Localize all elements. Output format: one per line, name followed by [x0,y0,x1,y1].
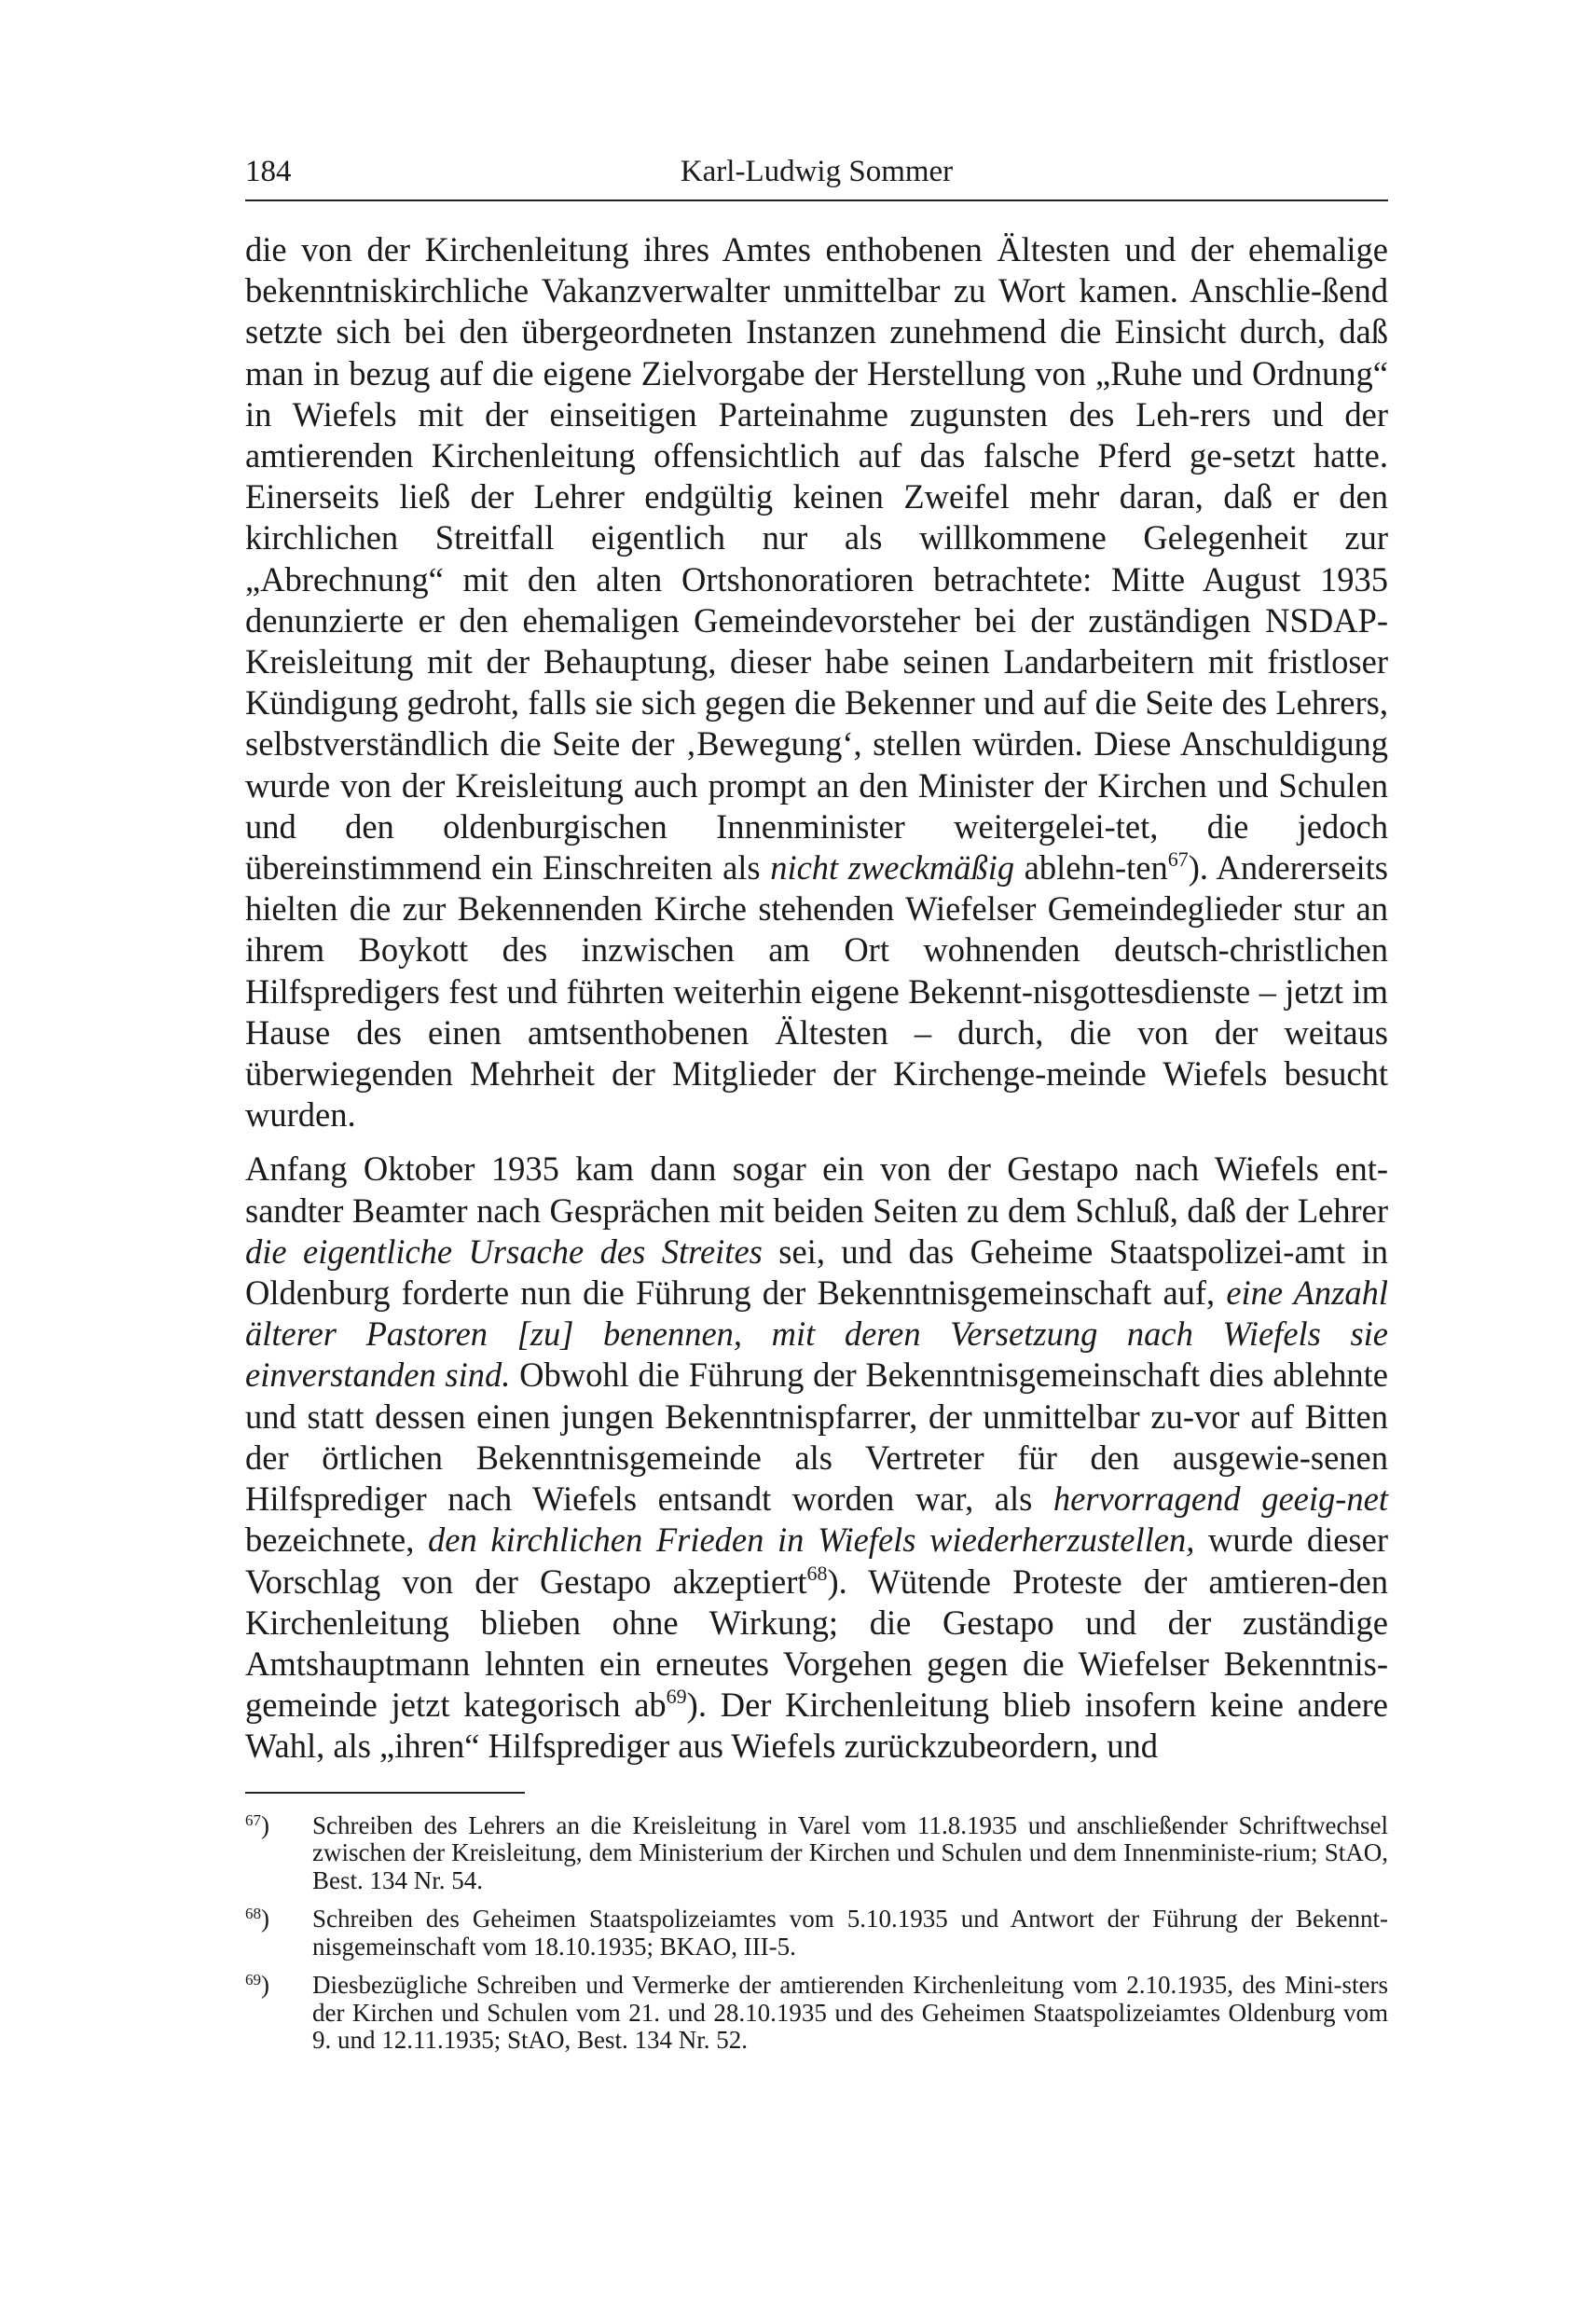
text-run: Obwohl die Führung der Bekenntnisgemeinschaft dies ablehnte und statt dessen einen jungen Bekenntnispfarrer, der unmittelbar zu-vor auf Bitten der örtlichen Bekenntnisgemeinde als Vertreter für den ausgewie-senen Hilfsprediger nach Wiefels entsandt worden war, als [245,1356,1388,1519]
text-run: sei, und das Geheime Staatspolizei-amt in Oldenburg forderte nun die Führung der Bekenntnisgemeinschaft auf, [245,1232,1388,1313]
book-page [245,149,1388,2066]
text-run: Anfang Oktober 1935 kam dann sogar ein von der Gestapo nach Wiefels ent-sandter Beamter nach Gesprächen mit beiden Seiten zu dem Schluß, daß der Lehrer [245,1149,1388,1230]
footnote-text: Schreiben des Geheimen Staatspolizeiamtes vom 5.10.1935 und Antwort der Führung der Bekennt-nisgemeinschaft vom 18.10.1935; BKAO, III-5. [312,1905,1388,1961]
paragraph-1 [245,229,1388,1135]
text-run: ). Andererseits hielten die zur Bekennenden Kirche stehenden Wiefelser Gemeindeglieder stur an ihrem Boykott des inzwischen am Ort wohnenden deutsch-christlichen Hilfspredigers fest und führten weiterhin eigene Bekennt-nisgottesdienste – jetzt im Hause des einen amtsenthobenen Ältesten – durch, die von der weitaus überwiegenden Mehrheit der Mitglieder der Kirchenge-meinde Wiefels besucht wurden. [245,848,1388,1135]
footnote-ref-67[interactable]: 67 [1167,847,1189,872]
footnote-number: $^{68}$) [245,1905,269,1934]
footnote-number: $^{69}$) [245,1971,269,2000]
text-run: die von der Kirchenleitung ihres Amtes enthobenen Ältesten und der ehemalige bekenntniskirchliche Vakanzverwalter unmittelbar zu Wort kamen. Anschlie-ßend setzte sich bei den übergeordneten Instanzen zunehmend die Einsicht durch, daß man in bezug auf die eigene Zielvorgabe der Herstellung von „Ruhe und Ordnung“ in Wiefels mit der einseitigen Parteinahme zugunsten des Leh-rers und der amtierenden Kirchenleitung offensichtlich auf das falsche Pferd ge-setzt hatte. Einerseits ließ der Lehrer endgültig keinen Zweifel mehr daran, daß er den kirchlichen Streitfall eigentlich nur als willkommene Gelegenheit zur „Abrechnung“ mit den alten Ortshonoratioren betrachtete: Mitte August 1935 denunzierte er den ehemaligen Gemeindevorsteher bei der zuständigen NSDAP-Kreisleitung mit der Behauptung, dieser habe seinen Landarbeitern mit fristloser Kündigung gedroht, falls sie sich gegen die Bekenner und auf die Seite des Lehrers, selbstverständlich die Seite der ‚Bewegung‘, stellen würden. Diese Anschuldigung wurde von der Kreisleitung auch prompt an den Minister der Kirchen und Schulen und den oldenburgischen Innenminister weitergelei-tet, die jedoch übereinstimmend ein Einschreiten als [245,230,1388,888]
italic-run: nicht zweckmäßig [770,848,1015,888]
footnotes [245,1812,1388,2055]
italic-run: den kirchlichen Frieden in Wiefels wiederherzustellen, [428,1521,1195,1560]
text-run: wurde dieser Vorschlag von der Gestapo akzeptiert [245,1521,1388,1601]
footnote-rule [245,1792,525,1794]
body-text [245,229,1388,1768]
paragraph-2 [245,1149,1388,1767]
header-rule [245,200,1388,201]
footnote-number: $^{67}$) [245,1810,269,1839]
running-title: Karl-Ludwig Sommer [680,155,954,188]
footnote-ref-69[interactable]: 69 [666,1685,687,1709]
footnote-ref-68[interactable]: 68 [806,1561,828,1585]
footnote-68 [245,1906,1388,1961]
text-run: ablehn-ten [1014,848,1168,888]
text-run: ). Der Kirchenleitung blieb insofern keine andere Wahl, als „ihren“ Hilfsprediger aus Wiefels zurückzubeordern, und [245,1686,1389,1766]
italic-run: die eigentliche Ursache des Streites [245,1232,763,1271]
footnote-text: Diesbezügliche Schreiben und Vermerke der amtierenden Kirchenleitung vom 2.10.1935, des Mini-sters der Kirchen und Schulen vom 21. und 28.10.1935 und des Geheimen Staatspolizeiamtes Oldenburg vom 9. und 12.11.1935; StAO, Best. 134 Nr. 52. [312,1971,1388,2055]
footnote-text: Schreiben des Lehrers an die Kreisleitung in Varel vom 11.8.1935 und anschließender Schriftwechsel zwischen der Kreisleitung, dem Ministerium der Kirchen und Schulen und dem Innenministe-rium; StAO, Best. 134 Nr. 54. [312,1810,1388,1894]
running-head [245,149,1388,194]
italic-run: hervorragend geeig-net [1053,1479,1388,1519]
footnote-69 [245,1972,1388,2055]
text-run: ). Wütende Proteste der amtieren-den Kirchenleitung blieben ohne Wirkung; die Gestapo und der zuständige Amtshauptmann lehnten ein erneutes Vorgehen gegen die Wiefelser Bekenntnis-gemeinde jetzt kategorisch ab [245,1562,1388,1725]
text-run: bezeichnete, [245,1521,429,1560]
page-number: 184 [245,155,292,188]
italic-run: eine Anzahl älterer Pastoren [zu] benennen, mit deren Versetzung nach Wiefels sie einverstanden sind. [245,1273,1388,1395]
footnote-67 [245,1812,1388,1895]
